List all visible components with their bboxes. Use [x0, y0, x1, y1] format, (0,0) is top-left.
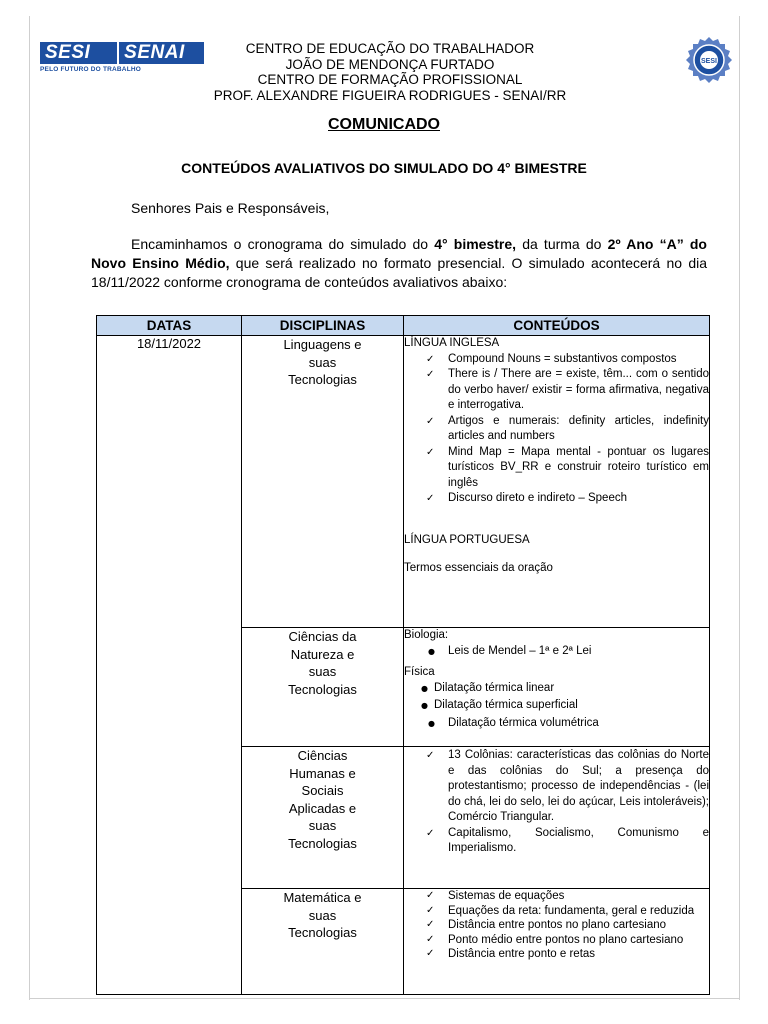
list-item: ● Dilatação térmica volumétrica	[426, 716, 709, 732]
content-list	[404, 748, 709, 857]
list-item: ✓ Artigos e numerais: definity articles, indefinity articles and numbers	[426, 414, 709, 445]
list-item: ✓ Equações da reta: fundamenta, geral e reduzida	[426, 904, 709, 919]
intro-paragraph: Encaminhamos o cronograma do simulado do 4° bimestre, da turma do 2º Ano “A” do Novo Ensino Médio, que será realizado no formato presencial. O simulado acontecerá no dia 18/11/2022 conforme cronograma de conteúdos avaliativos abaixo:	[91, 236, 707, 290]
seal-text: SESI	[701, 58, 717, 65]
header-conteudos: CONTEÚDOS	[404, 316, 710, 336]
header-datas: DATAS	[97, 316, 242, 336]
header-line-3: CENTRO DE FORMAÇÃO PROFISSIONAL	[257, 72, 523, 87]
logo-tagline: PELO FUTURO DO TRABALHO	[40, 66, 142, 73]
table-row	[97, 336, 710, 628]
sesi-seal-icon	[684, 36, 734, 86]
header-line-1: CENTRO DE EDUCAÇÃO DO TRABALHADOR	[245, 41, 535, 56]
page-title: COMUNICADO	[328, 116, 440, 133]
header-line-2: JOÃO DE MENDONÇA FURTADO	[285, 56, 495, 72]
content-list	[404, 644, 709, 660]
discipline-cell: Linguagens e suas Tecnologias	[242, 336, 404, 628]
discipline-cell: Ciências da Natureza e suas Tecnologias	[242, 628, 404, 747]
institution-header	[200, 41, 580, 103]
content-list	[404, 889, 709, 962]
content-list	[404, 716, 709, 732]
content-cell	[404, 628, 710, 747]
header-disciplinas: DISCIPLINAS	[242, 316, 404, 336]
sesi-senai-logo	[40, 42, 204, 76]
content-heading: Biologia:	[404, 629, 449, 641]
table-header-row	[97, 316, 710, 336]
list-item: ✓ Ponto médio entre pontos no plano cartesiano	[426, 933, 709, 948]
list-item: ✓ There is / There are = existe, têm... com o sentido do verbo haver/ existir = forma afirmativa, negativa e interrogativa.	[426, 367, 709, 414]
content-list	[404, 681, 709, 714]
list-item: ✓ Sistemas de equações	[426, 889, 709, 904]
list-item: ✓ Discurso direto e indireto – Speech	[426, 491, 709, 507]
list-item: ● Dilatação térmica linear	[419, 681, 709, 697]
logo-senai: SENAI	[119, 42, 204, 64]
content-text: Termos essenciais da oração	[404, 562, 553, 574]
logo-sesi: SESI	[40, 42, 117, 64]
content-heading: Física	[404, 666, 435, 678]
list-item: ✓ 13 Colônias: características das colônias do Norte e das colônias do Sul; a presença do protestantismo; processo de independências - (lei do chá, lei do selo, lei do açúcar, Leis intoleráveis); Comércio Triangular.	[426, 748, 709, 826]
list-item: ✓ Mind Map = Mapa mental - pontuar os lugares turísticos BV_RR e construir roteiro turístico em inglês	[426, 445, 709, 492]
list-item: ✓ Capitalismo, Socialismo, Comunismo e Imperialismo.	[426, 826, 709, 857]
list-item: ✓ Distância entre pontos no plano cartesiano	[426, 918, 709, 933]
subtitle: CONTEÚDOS AVALIATIVOS DO SIMULADO DO 4° BIMESTRE	[181, 160, 587, 176]
header-line-4: PROF. ALEXANDRE FIGUEIRA RODRIGUES - SENAI/RR	[213, 87, 567, 103]
list-item: ● Leis de Mendel – 1ª e 2ª Lei	[426, 644, 709, 660]
date-cell: 18/11/2022	[97, 336, 242, 995]
list-item: ● Dilatação térmica superficial	[419, 698, 709, 714]
discipline-cell: Ciências Humanas e Sociais Aplicadas e suas Tecnologias	[242, 747, 404, 889]
page-border-bottom	[29, 998, 740, 999]
content-heading: LÍNGUA PORTUGUESA	[404, 533, 530, 546]
schedule-table	[96, 315, 710, 995]
discipline-cell: Matemática e suas Tecnologias	[242, 889, 404, 995]
content-list	[404, 352, 709, 507]
content-cell	[404, 747, 710, 889]
content-heading: LÍNGUA INGLESA	[404, 337, 500, 349]
list-item: ✓ Distância entre ponto e retas	[426, 947, 709, 962]
content-cell	[404, 336, 710, 628]
greeting: Senhores Pais e Responsáveis,	[131, 200, 330, 216]
list-item: ✓ Compound Nouns = substantivos compostos	[426, 352, 709, 368]
content-cell	[404, 889, 710, 995]
